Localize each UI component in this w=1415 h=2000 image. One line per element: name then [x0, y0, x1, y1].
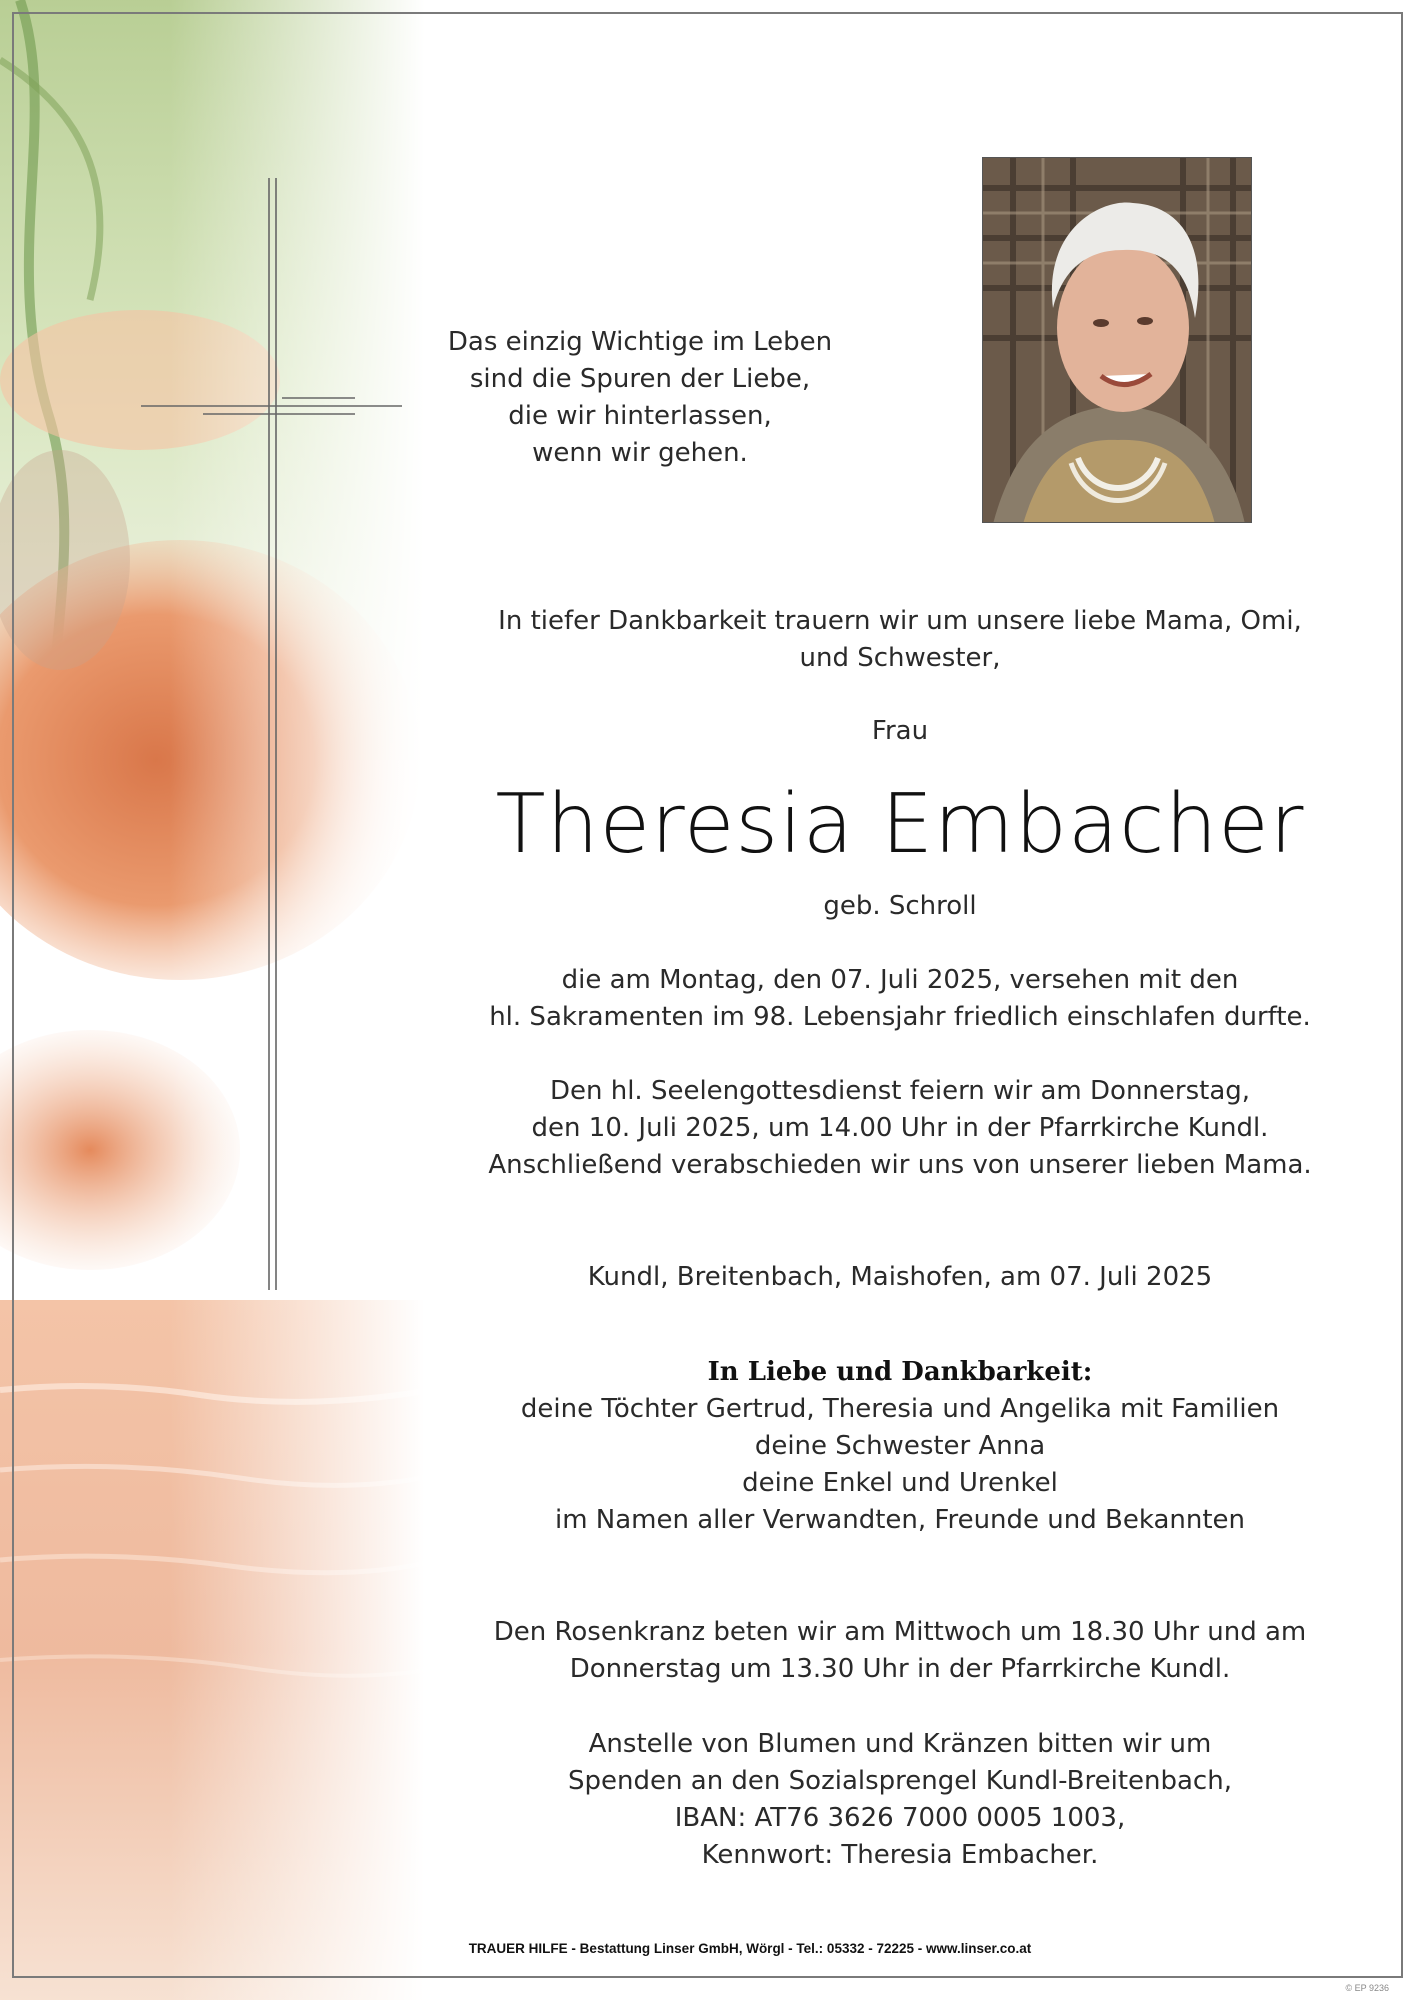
place-date-text: Kundl, Breitenbach, Maishofen, am 07. Juli 2025	[587, 1262, 1213, 1292]
quote-verse	[440, 324, 840, 472]
service-info	[470, 1073, 1330, 1184]
service-line: Anschließend verabschieden wir uns von unserer lieben Mama.	[488, 1150, 1312, 1180]
intro-line: und Schwester,	[799, 643, 1001, 673]
salutation-text: Frau	[871, 716, 929, 746]
quote-line: wenn wir gehen.	[532, 438, 748, 468]
donation-line: Spenden an den Sozialsprengel Kundl-Breitenbach,	[568, 1766, 1232, 1796]
quote-line: die wir hinterlassen,	[508, 401, 772, 431]
intro-line: In tiefer Dankbarkeit trauern wir um unsere liebe Mama, Omi,	[498, 606, 1302, 636]
maiden-name	[470, 888, 1330, 925]
rosary-info	[470, 1614, 1330, 1688]
deceased-name: Theresia Embacher	[495, 777, 1305, 872]
rosary-line: Den Rosenkranz beten wir am Mittwoch um 18.30 Uhr und am	[493, 1617, 1307, 1647]
place-date	[470, 1259, 1330, 1296]
death-notice	[470, 962, 1330, 1036]
donation-line: IBAN: AT76 3626 7000 0005 1003,	[674, 1803, 1126, 1833]
mourners-section	[470, 1354, 1330, 1539]
mourners-heading: In Liebe und Dankbarkeit:	[707, 1357, 1093, 1387]
funeral-home-footer: TRAUER HILFE - Bestattung Linser GmbH, Wörgl - Tel.: 05332 - 72225 - www.linser.co.at	[468, 1941, 1032, 1956]
death-notice-line: die am Montag, den 07. Juli 2025, versehen mit den	[561, 965, 1239, 995]
mourner-line: deine Schwester Anna	[754, 1431, 1046, 1461]
mourner-line: deine Enkel und Urenkel	[742, 1468, 1058, 1498]
portrait-photo	[982, 157, 1252, 523]
mourner-line: im Namen aller Verwandten, Freunde und Bekannten	[554, 1505, 1246, 1535]
service-line: den 10. Juli 2025, um 14.00 Uhr in der Pfarrkirche Kundl.	[531, 1113, 1269, 1143]
death-notice-line: hl. Sakramenten im 98. Lebensjahr friedlich einschlafen durfte.	[489, 1002, 1311, 1032]
intro-text	[470, 603, 1330, 677]
maiden-name-text: geb. Schroll	[823, 891, 977, 921]
donation-line: Kennwort: Theresia Embacher.	[701, 1840, 1099, 1870]
donation-line: Anstelle von Blumen und Kränzen bitten wir um	[588, 1729, 1212, 1759]
service-line: Den hl. Seelengottesdienst feiern wir am Donnerstag,	[549, 1076, 1251, 1106]
quote-line: sind die Spuren der Liebe,	[469, 364, 811, 394]
salutation	[470, 713, 1330, 750]
quote-line: Das einzig Wichtige im Leben	[447, 327, 833, 357]
mourner-line: deine Töchter Gertrud, Theresia und Angelika mit Familien	[520, 1394, 1280, 1424]
product-code: © EP 9236	[1345, 1983, 1389, 1993]
donation-info	[470, 1726, 1330, 1874]
rosary-line: Donnerstag um 13.30 Uhr in der Pfarrkirche Kundl.	[569, 1654, 1231, 1684]
